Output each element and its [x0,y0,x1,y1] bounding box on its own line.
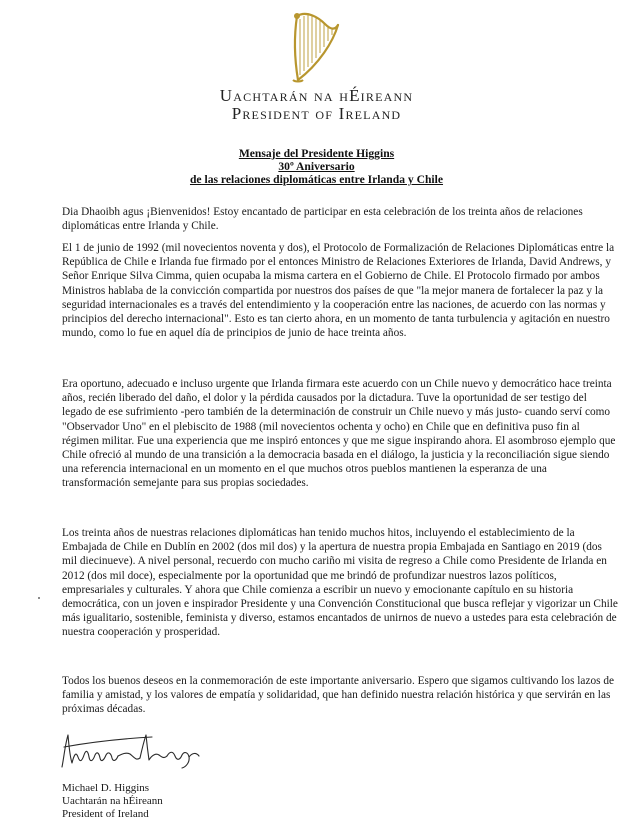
signature [56,727,206,771]
signoff-name: Michael D. Higgins [62,782,150,794]
paragraph-protocol: El 1 de junio de 1992 (mil novecientos noventa y dos), el Protocolo de Formalización de Relaciones Diplomáticas entre la República de Chile e Irlanda fue firmado por el entonces Ministro de Relaciones Exteriores de Irlanda, David Andrews, y Señor Enrique Silva Cimma, quien ocupaba la misma cartera en el Gobierno de Chile. El Protocolo firmado por ambos Ministros hablaba de la convicción compartida por nuestros dos países de que "la mejor manera de fortalecer la paz y la seguridad internacionales es a través del entendimiento y la cooperación entre las naciones, de acuerdo con las normas y principios del derecho internacional". Esto es tan cierto ahora, en un momento de tanta turbulencia y agitación en nuestro mundo, como lo fue en aquel día de principios de junio de hace treinta años. [62,242,615,340]
anniversary-heading: 30º Aniversario [278,160,355,173]
harp-icon [285,8,343,84]
paragraph-milestones: Los treinta años de nuestras relaciones diplomáticas han tenido muchos hitos, incluyendo el establecimiento de la Embajada de Chile en Dublín en 2002 (dos mil dos) y la apertura de nuestra propia Embajada en Santiago en 2019 (dos mil diecinueve). A nivel personal, recuerdo con mucho cariño mi visita de regreso a Chile como Presidente de Irlanda en 2012 (dos mil doce), especialmente por la oportunidad que me brindó de profundizar nuestros lazos políticos, empresariales y culturales. Y ahora que Chile comienza a escribir un nuevo y emocionante capítulo en su historia democrática, con un joven e inspirador Presidente y una Convención Constitucional que busca reflejar y vigorizar un Chile más igualitario, sostenible, feminista y diverso, estamos encantados de unirnos de nuevo a ustedes para esta celebración de nuestra cooperación y prosperidad. [62,527,618,639]
signoff-title-english: President of Ireland [62,808,149,820]
paragraph-greeting: Dia Dhaoibh agus ¡Bienvenidos! Estoy encantado de participar en esta celebración de los treinta años de relaciones diplomáticas entre Irlanda y Chile. [62,206,583,233]
paragraph-closing: Todos los buenos deseos en la conmemoración de este importante aniversario. Espero que sigamos cultivando los lazos de familia y amistad, y los valores de empatía y solidaridad, que han definido nuestra relación histórica y que servirán en las próximas décadas. [62,675,614,716]
office-title-irish: Uachtarán na hÉireann [219,86,414,105]
relations-heading: de las relaciones diplomáticas entre Irlanda y Chile [189,173,444,186]
signoff-title-irish: Uachtarán na hÉireann [62,795,163,807]
message-heading: Mensaje del Presidente Higgins [238,147,395,160]
paragraph-democracy: Era oportuno, adecuado e incluso urgente que Irlanda firmara este acuerdo con un Chile nuevo y democrático hace treinta años, recién liberado del daño, el dolor y la pérdida causados por la dictadura. Tuve la oportunidad de ser testigo del legado de ese sufrimiento -pero también de la determinación de construir un Chile nuevo y más justo- cuando serví como "Observador Uno" en el plebiscito de 1988 (mil novecientos ochenta y ocho) en Chile que en definitiva puso fin al régimen militar. Fue una experiencia que me inspiró entonces y que me sigue inspirando ahora. El asombroso ejemplo que Chile ofreció al mundo de una transición a la democracia basada en el diálogo, la justicia y la reconciliación sigue siendo una referencia internacional en un momento en el que muchos otros pueblos mantienen la esperanza de una transformación semejante para sus propias sociedades. [62,378,616,490]
scan-speck [38,597,40,599]
office-title-english: President of Ireland [231,104,402,123]
